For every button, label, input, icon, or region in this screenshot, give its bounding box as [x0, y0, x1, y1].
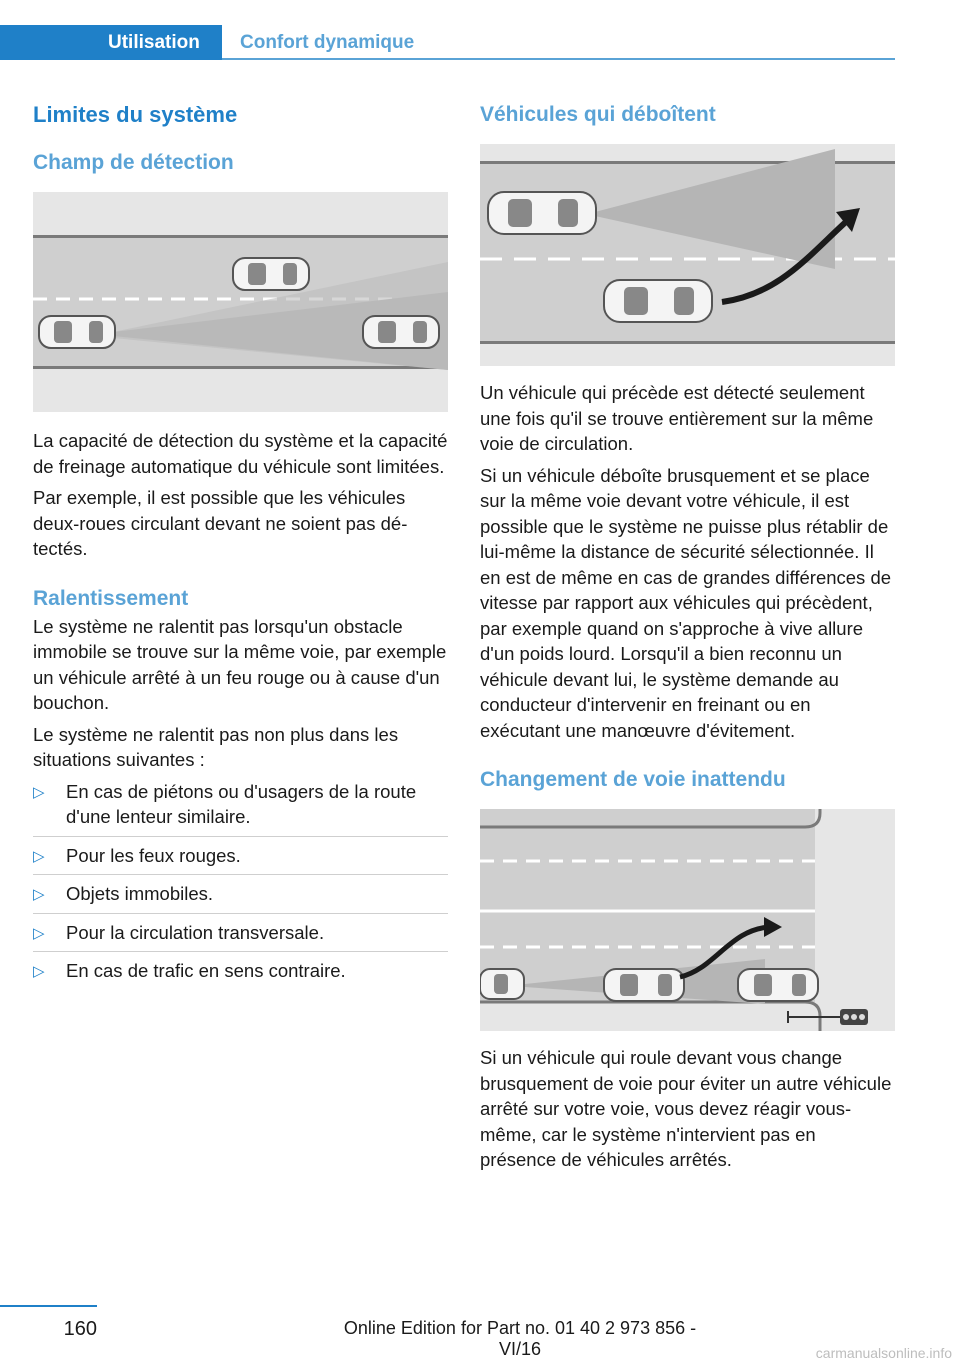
list-item: ▷ En cas de trafic en sens contraire.	[33, 958, 448, 990]
detection-field-illustration	[33, 192, 448, 412]
car-front-left	[233, 258, 309, 290]
right-column	[480, 100, 895, 1173]
car-own	[39, 316, 115, 348]
paragraph-detected-vehicle: Un véhicule qui précède est détecté seulement une fois qu'il se trouve entièrement sur la même voie de circulation.	[480, 382, 874, 454]
heading-champ-detection: Champ de détection	[33, 151, 234, 174]
left-column	[33, 100, 448, 996]
figure-detection-field	[33, 192, 448, 412]
triangle-bullet-icon: ▷	[33, 924, 45, 942]
car-stopped	[738, 969, 818, 1001]
lane-change-illustration	[480, 809, 895, 1031]
list-item: ▷ Pour la circulation transversale.	[33, 920, 448, 953]
header-rule	[222, 58, 895, 60]
paragraph-situations: Le système ne ralentit pas non plus dans les situations suivantes :	[33, 723, 399, 770]
heading-limites: Limites du système	[33, 102, 238, 127]
figure-lane-change	[480, 809, 895, 1031]
paragraph-cutting-in: Si un véhicule déboîte brusquement et se place sur la même voie devant votre véhicule, il est possible que le système ne puisse plus rétablir de lui-même la distance de sécurité sélectionnée. Il en est de même en cas de grandes différences de vitesse par rapport aux véhicules qui précèdent, par exemple quand on s'approche à vive allure d'un poids lourd. Lorsqu'il a bien reconnu un véhicule devant lui, le système demande au conducteur d'intervenir en freinant ou en exécutant une manœuvre d'évitement.	[480, 464, 892, 741]
heading-ralentissement: Ralentissement	[33, 586, 189, 610]
edition-text: Online Edition for Part no. 01 40 2 973 856 - VI/16	[343, 1318, 697, 1359]
situations-list	[33, 779, 448, 990]
footer-rule	[0, 1305, 97, 1307]
tab-utilisation[interactable]: Utilisation	[0, 25, 222, 60]
heading-vehicules-deboitent: Véhicules qui déboîtent	[480, 103, 716, 126]
paragraph-two-wheelers: Par exemple, il est possible que les véhicules deux-roues circulant devant ne soient pas détectés.	[33, 487, 408, 559]
car-cutting-in	[604, 280, 712, 322]
triangle-bullet-icon: ▷	[33, 886, 45, 903]
watermark: carmanualsonline.info	[815, 1345, 952, 1361]
paragraph-obstacle: Le système ne ralentit pas lorsqu'un obstacle immobile se trouve sur la même voie, par exemple un véhicule arrêté à un feu rouge ou à cause d'un bouchon.	[33, 615, 447, 713]
triangle-bullet-icon: ▷	[33, 783, 45, 801]
cutting-in-illustration	[480, 144, 895, 366]
page-header	[0, 25, 895, 62]
list-item: ▷ En cas de piétons ou d'usagers de la route d'une lenteur similaire.	[33, 779, 448, 837]
tab-confort-dynamique[interactable]: Confort dynamique	[240, 32, 415, 53]
triangle-bullet-icon: ▷	[33, 847, 45, 865]
heading-changement-voie: Changement de voie inattendu	[480, 768, 786, 791]
list-item: ▷ Objets immobiles.	[33, 881, 448, 914]
car-own	[488, 192, 596, 234]
paragraph-detection-capacity: La capacité de détection du système et la capacité de freinage automatique du véhicule sont limitées.	[33, 430, 448, 477]
list-item: ▷ Pour les feux rouges.	[33, 843, 448, 876]
triangle-bullet-icon: ▷	[33, 963, 45, 980]
paragraph-lane-change: Si un véhicule qui roule devant vous change brusquement de voie pour éviter un autre véhicule arrêté sur votre voie, vous devez réagir vous-même, car le système n'intervient pas en présence de véhicules arrêtés.	[480, 1047, 892, 1170]
car-front-same-lane	[363, 316, 439, 348]
figure-cutting-in	[480, 144, 895, 366]
car-lane-changing	[604, 969, 684, 1001]
car-own	[480, 969, 524, 999]
page-number: 160	[63, 1318, 97, 1340]
